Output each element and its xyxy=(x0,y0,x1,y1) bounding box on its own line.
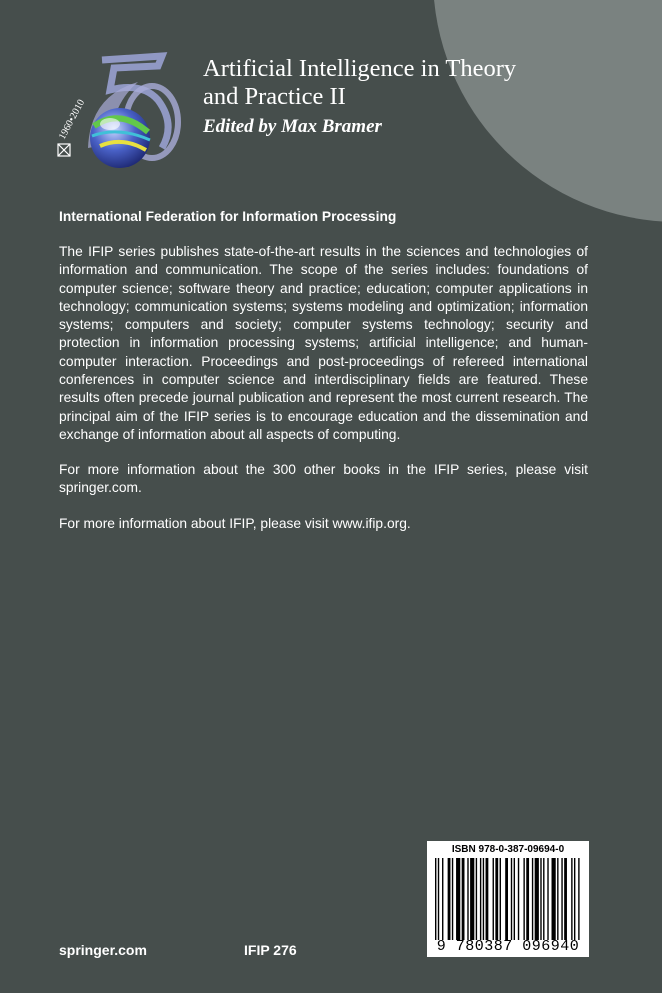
publisher-url: springer.com xyxy=(59,942,147,958)
barcode-bar xyxy=(493,858,494,940)
barcode-bar xyxy=(438,858,439,940)
isbn-barcode-box xyxy=(427,841,589,957)
barcode-bar xyxy=(571,858,572,940)
barcode-bar xyxy=(435,858,436,940)
barcode-bars xyxy=(435,858,581,940)
barcode-bar xyxy=(514,858,515,940)
barcode-bar xyxy=(552,858,556,940)
book-editor: Edited by Max Bramer xyxy=(203,116,382,137)
barcode-bar xyxy=(574,858,575,940)
book-title-block xyxy=(203,55,516,139)
barcode-bar xyxy=(442,858,443,940)
barcode-bar xyxy=(486,858,489,940)
barcode-bar xyxy=(511,858,512,940)
barcode-bar xyxy=(578,858,579,940)
barcode-bar xyxy=(452,858,453,940)
barcode-bar xyxy=(564,858,567,940)
barcode-bar xyxy=(526,858,529,940)
barcode-bar xyxy=(448,858,451,940)
barcode-bar xyxy=(495,858,498,940)
barcode-bar xyxy=(547,858,548,940)
barcode-bar xyxy=(535,858,539,940)
barcode-bar xyxy=(557,858,558,940)
barcode-digits: 9 780387 096940 xyxy=(436,938,580,955)
barcode-bar xyxy=(480,858,481,940)
barcode-bar xyxy=(532,858,533,940)
barcode-bar xyxy=(543,858,544,940)
more-books-paragraph: For more information about the 300 other books in the IFIP series, please visit springer.com. xyxy=(59,462,588,496)
barcode-bar xyxy=(476,858,477,940)
barcode-bar xyxy=(500,858,501,940)
logo-years-text: 1960•2010 xyxy=(56,97,88,142)
isbn-label: ISBN 978-0-387-09694-0 xyxy=(451,844,565,855)
series-number: IFIP 276 xyxy=(244,942,297,958)
series-description-paragraph: The IFIP series publishes state-of-the-art results in the sciences and technologies of information and communication. The scope of the series includes: foundations of computer science; software theory and practice; education; computer applications in technology; communication systems; systems modeling and optimization; information systems; computers and society; computer systems technology; security and protection in information processing systems; artificial intelligence; and human-computer interaction. Proceedings and post-proceedings of refereed international conferences in computer science and interdisciplinary fields are featured. These results often precede journal publication and represent the most current research. The principal aim of the IFIP series is to encourage education and the dissemination and exchange of information about all aspects of computing. xyxy=(59,244,588,442)
book-title-line-1: Artificial Intelligence in Theory xyxy=(203,55,517,82)
ifip-website-paragraph: For more information about IFIP, please visit www.ifip.org. xyxy=(59,516,411,531)
barcode-bar xyxy=(523,858,524,940)
barcode-bar xyxy=(456,858,460,940)
barcode-bar xyxy=(518,858,519,940)
barcode-bar xyxy=(561,858,562,940)
barcode-bar xyxy=(467,858,468,940)
organization-heading: International Federation for Information Processing xyxy=(59,209,397,224)
barcode-bar xyxy=(462,858,465,940)
barcode-bar xyxy=(483,858,484,940)
barcode-bar xyxy=(540,858,541,940)
barcode-bar xyxy=(505,858,508,940)
barcode-bar xyxy=(470,858,474,940)
ifip-50-anniversary-logo xyxy=(54,52,188,178)
book-title-line-2: and Practice II xyxy=(203,83,346,110)
